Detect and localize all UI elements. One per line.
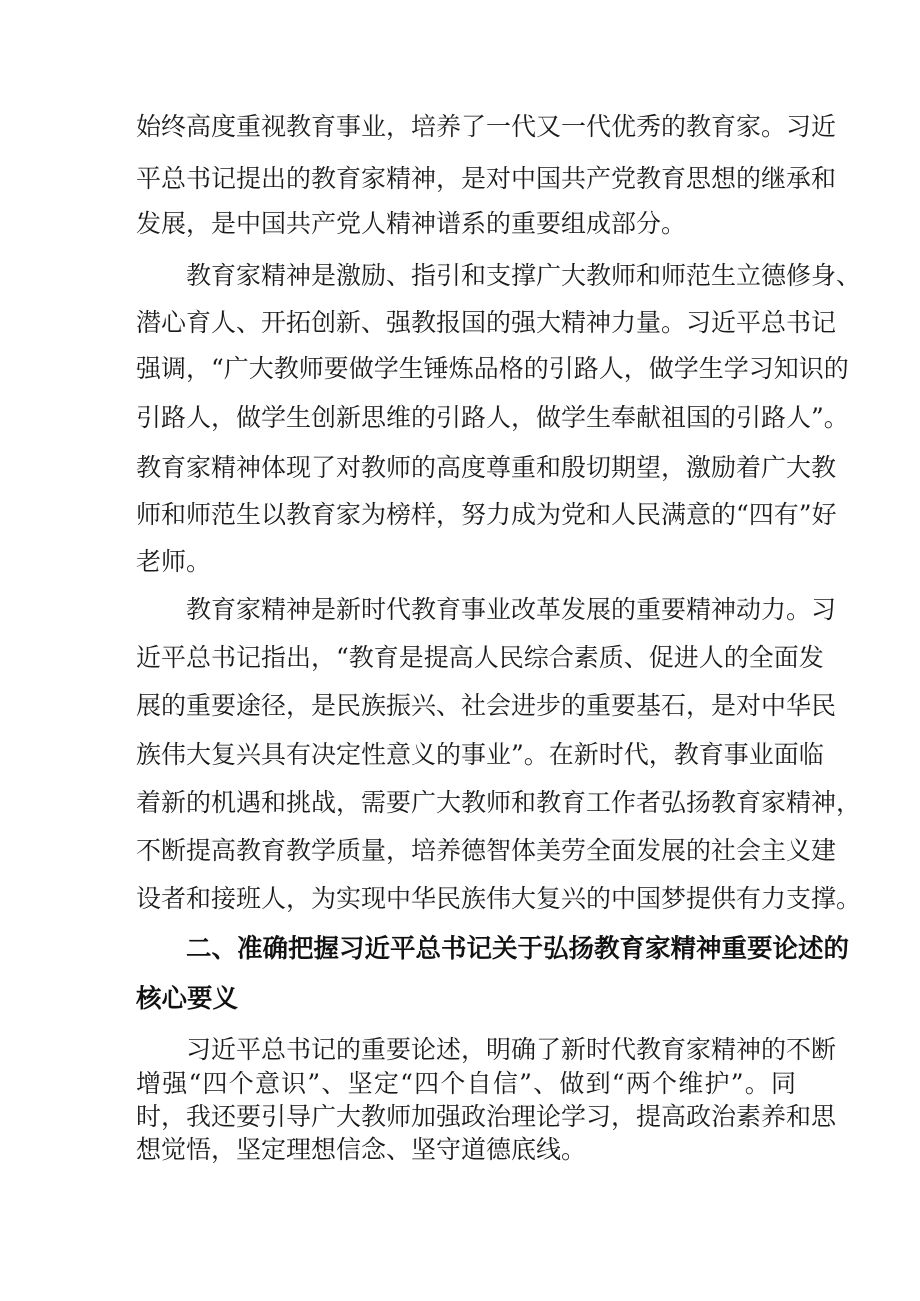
section-heading-line: 二、准确把握习近平总书记关于弘扬教育家精神重要论述的 [186,934,850,964]
paragraph-line: 教育家精神是激励、指引和支撑广大教师和师范生立德修身、 [186,261,862,290]
paragraph-line: 展的重要途径，是民族振兴、社会进步的重要基石，是对中华民 [136,691,837,720]
paragraph-line: 不断提高教育教学质量，培养德智体美劳全面发展的社会主义建 [136,836,837,865]
paragraph-line: 始终高度重视教育事业，培养了一代又一代优秀的教育家。习近 [136,112,837,141]
paragraph-line: 强调，“广大教师要做学生锤炼品格的引路人，做学生学习知识的 [136,354,849,383]
paragraph-line: 潜心育人、开拓创新、强教报国的强大精神力量。习近平总书记 [136,308,837,337]
paragraph-line: 时，我还要引导广大教师加强政治理论学习，提高政治素养和思 [136,1102,837,1131]
paragraph-line: 增强“四个意识”、坚定“四个自信”、做到“两个维护”。同 [136,1069,796,1098]
paragraph-line: 平总书记提出的教育家精神，是对中国共产党教育思想的继承和 [136,164,837,193]
paragraph-line: 族伟大复兴具有决定性意义的事业”。在新时代，教育事业面临 [136,740,824,769]
paragraph-line: 师和师范生以教育家为榜样，努力成为党和人民满意的“四有”好 [136,500,837,529]
paragraph-line: 习近平总书记的重要论述，明确了新时代教育家精神的不断 [186,1035,837,1064]
paragraph-line: 设者和接班人，为实现中华民族伟大复兴的中国梦提供有力支撑。 [136,884,862,913]
paragraph-line: 想觉悟，坚定理想信念、坚守道德底线。 [136,1135,587,1164]
paragraph-line: 教育家精神是新时代教育事业改革发展的重要精神动力。习 [186,595,837,624]
paragraph-line: 着新的机遇和挑战，需要广大教师和教育工作者弘扬教育家精神， [136,788,862,817]
paragraph-line: 发展，是中国共产党人精神谱系的重要组成部分。 [136,209,687,238]
paragraph-line: 教育家精神体现了对教师的高度尊重和殷切期望，激励着广大教 [136,453,837,482]
section-heading-line: 核心要义 [136,984,239,1014]
paragraph-line: 引路人，做学生创新思维的引路人，做学生奉献祖国的引路人”。 [136,403,849,432]
paragraph-line: 老师。 [136,547,212,576]
paragraph-line: 近平总书记指出，“教育是提高人民综合素质、促进人的全面发 [136,643,824,672]
